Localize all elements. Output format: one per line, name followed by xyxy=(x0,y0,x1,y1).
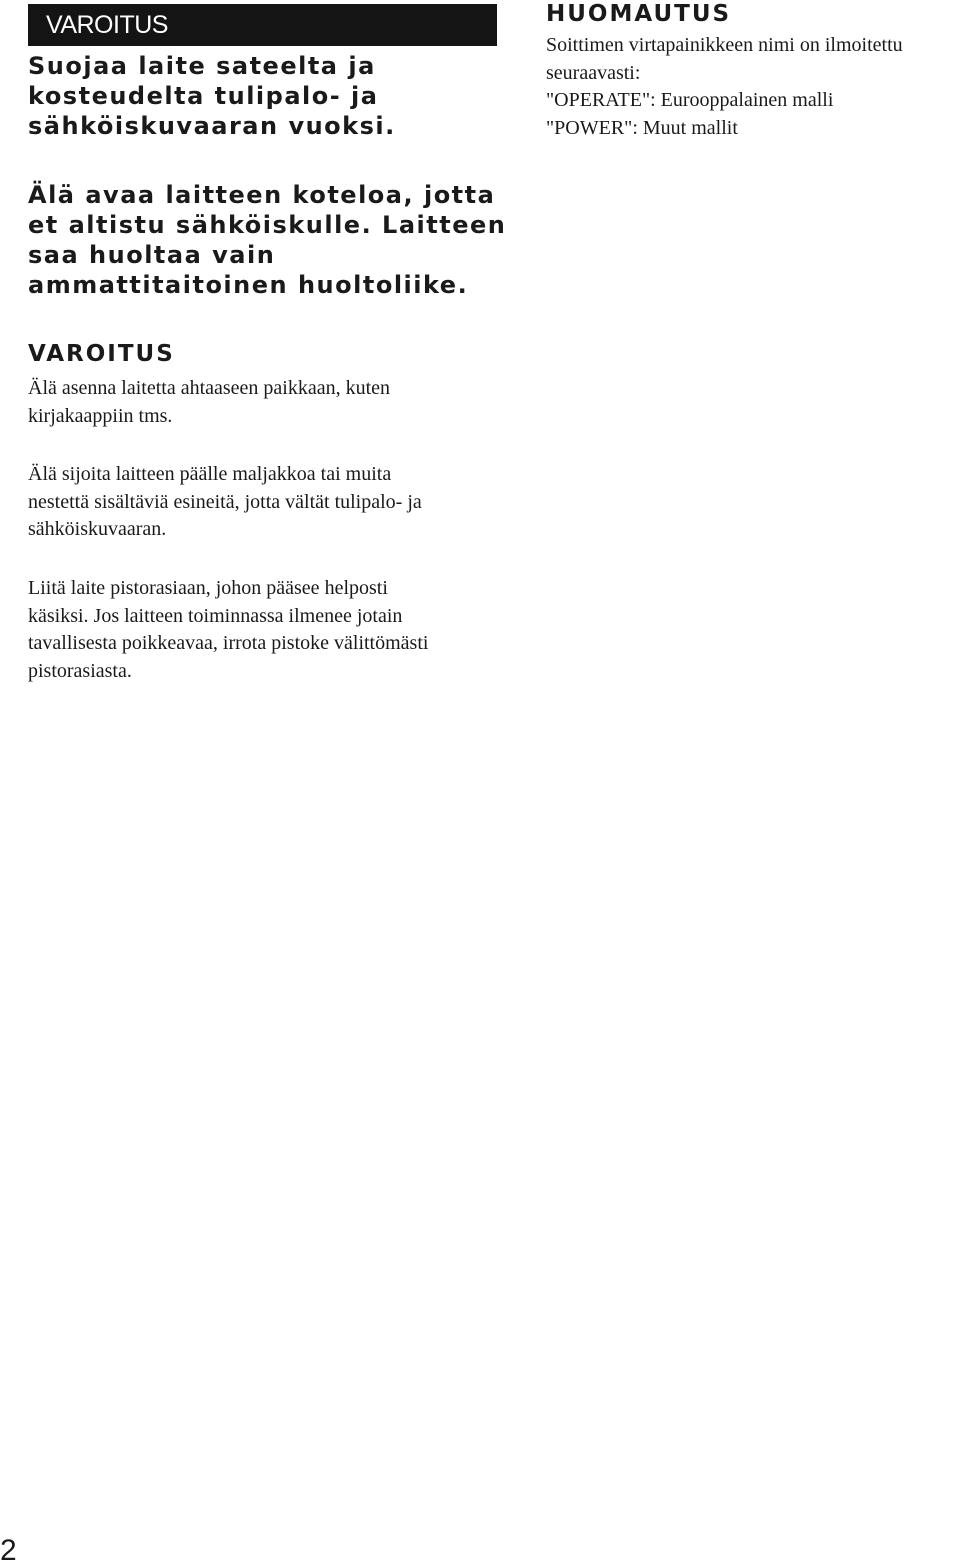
note-body xyxy=(546,32,960,142)
installation-paragraph xyxy=(28,375,478,430)
note-line: "OPERATE": Eurooppalainen malli xyxy=(546,89,834,111)
warning-banner xyxy=(28,4,497,46)
paragraph-line: Liitä laite pistorasiaan, johon pääsee helposti xyxy=(28,577,388,599)
page-number: 2 xyxy=(0,1534,17,1567)
warning-heading: VAROITUS xyxy=(28,341,175,367)
paragraph-line: Älä sijoita laitteen päälle maljakkoa tai muita xyxy=(28,463,392,485)
note-line: seuraavasti: xyxy=(546,61,641,84)
paragraph-line: kirjakaappiin tms. xyxy=(28,404,173,427)
note-line: "POWER": Muut mallit xyxy=(546,116,738,139)
warning-line: saa huoltaa vain xyxy=(28,241,276,269)
warning-line: kosteudelta tulipalo- ja xyxy=(28,82,379,110)
liquid-paragraph xyxy=(28,461,498,544)
warning-banner-label: VAROITUS xyxy=(46,11,168,39)
enclosure-warning xyxy=(28,180,507,300)
outlet-paragraph xyxy=(28,575,498,685)
rain-moisture-warning xyxy=(28,51,498,141)
note-heading: HUOMAUTUS xyxy=(546,1,732,27)
warning-line: ammattitaitoinen huoltoliike. xyxy=(28,271,469,299)
paragraph-line: käsiksi. Jos laitteen toiminnassa ilmenee jotain xyxy=(28,604,403,627)
warning-line: et altistu sähköiskulle. Laitteen xyxy=(28,211,507,239)
paragraph-line: pistorasiasta. xyxy=(28,659,132,682)
warning-line: Älä avaa laitteen koteloa, jotta xyxy=(28,181,496,209)
paragraph-line: tavallisesta poikkeavaa, irrota pistoke välittömästi xyxy=(28,632,429,654)
paragraph-line: Älä asenna laitetta ahtaaseen paikkaan, kuten xyxy=(28,377,391,399)
note-line: Soittimen virtapainikkeen nimi on ilmoitettu xyxy=(546,34,903,56)
paragraph-line: nestettä sisältäviä esineitä, jotta vältät tulipalo- ja xyxy=(28,490,422,513)
paragraph-line: sähköiskuvaaran. xyxy=(28,518,167,540)
warning-line: Suojaa laite sateelta ja xyxy=(28,52,376,80)
warning-line: sähköiskuvaaran vuoksi. xyxy=(28,112,396,140)
